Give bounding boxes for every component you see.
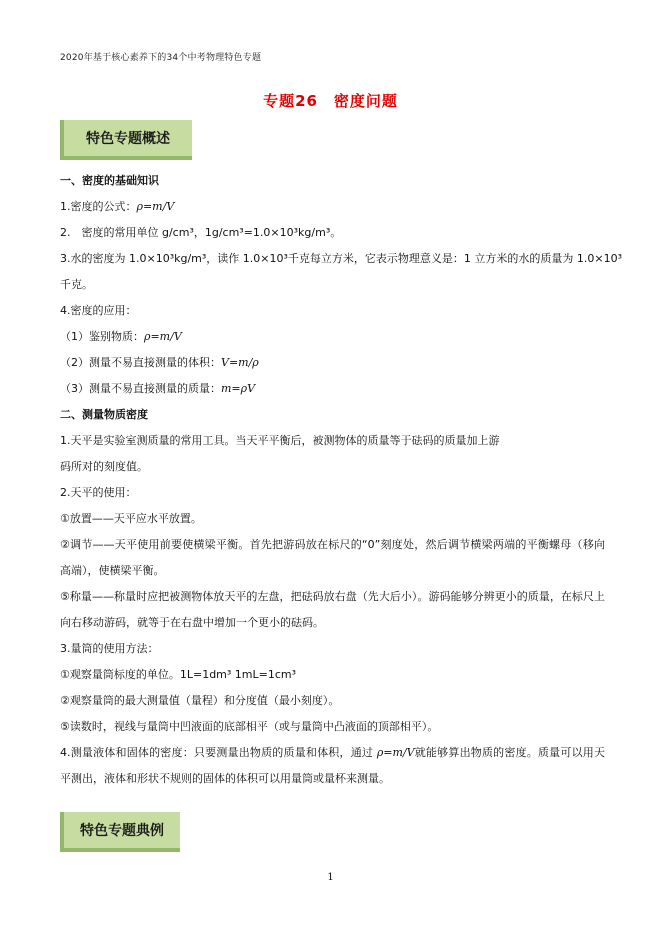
paragraph-formula xyxy=(60,194,605,220)
list-item-range: ②观察量筒的最大测量值（量程）和分度值（最小刻度）。 xyxy=(60,694,340,707)
paragraph-balance: 1.天平是实验室测质量的常用工具。当天平平衡后，被测物体的质量等于砝码的质量加上游 xyxy=(60,434,500,447)
paragraph-balance-cont: 码所对的刻度值。 xyxy=(60,460,148,473)
paragraph-balance-usage: 2.天平的使用： xyxy=(60,486,137,499)
paragraph-cylinder-usage: 3.量筒的使用方法： xyxy=(60,642,159,655)
formula: ρ=m/V xyxy=(144,330,182,343)
paragraph-water-density: 3.水的密度为 1.0×10³kg/m³，读作 1.0×10³千克每立方米，它表示物理意义是：1 立方米的水的质量为 1.0×10³ xyxy=(60,252,623,265)
formula: V=m/ρ xyxy=(221,356,259,369)
text: （2）测量不易直接测量的体积： xyxy=(60,356,221,369)
list-item-mass xyxy=(60,376,605,402)
page-title: 专题26 密度问题 xyxy=(263,92,398,110)
list-item-weigh: ⑤称量——称量时应把被测物体放天平的左盘，把砝码放右盘（先大后小）。游码能够分辨更小的质量，在标尺上向右移动游码，就等于在右盘中增加一个更小的砝码。 xyxy=(60,590,605,629)
paragraph-measure-density xyxy=(60,740,605,792)
text: （3）测量不易直接测量的质量： xyxy=(60,382,221,395)
list-item-units: ①观察量筒标度的单位。1L=1dm³ 1mL=1cm³ xyxy=(60,668,297,681)
document-header: 2020年基于核心素养下的34个中考物理特色专题 xyxy=(60,53,262,63)
paragraph-water-density-cont: 千克。 xyxy=(60,278,93,291)
text: （1）鉴别物质： xyxy=(60,330,144,343)
formula: ρ=m/V xyxy=(376,746,415,759)
list-item-reading: ⑤读数时，视线与量筒中凹液面的底部相平（或与量筒中凸液面的顶部相平）。 xyxy=(60,720,439,733)
text: 就能够算出物质的密度。质量可以用天平测出，液体和形状不规则的固体的体积可以用量筒或量杯来测量。 xyxy=(60,746,605,785)
text: 4.测量液体和固体的密度：只要测量出物质的质量和体积，通过 xyxy=(60,746,377,759)
formula: m=ρV xyxy=(221,382,256,395)
list-item-volume xyxy=(60,350,605,376)
examples-badge: 特色专题典例 xyxy=(60,812,180,852)
section-heading-measure: 二、测量物质密度 xyxy=(60,408,148,421)
list-item-identify xyxy=(60,324,605,350)
overview-badge: 特色专题概述 xyxy=(60,120,192,160)
page-number: 1 xyxy=(327,872,334,883)
paragraph-applications: 4.密度的应用： xyxy=(60,304,137,317)
list-item-adjust: ②调节——天平使用前要使横梁平衡。首先把游码放在标尺的“0”刻度处，然后调节横梁两端的平衡螺母（移向高端），使横梁平衡。 xyxy=(60,538,605,577)
text: 1.密度的公式： xyxy=(60,200,137,213)
paragraph-units: 2. 密度的常用单位 g/cm³，1g/cm³=1.0×10³kg/m³。 xyxy=(60,226,342,239)
formula: ρ=m/V xyxy=(136,200,175,213)
list-item-placement: ①放置——天平应水平放置。 xyxy=(60,512,202,525)
section-heading-basics: 一、密度的基础知识 xyxy=(60,174,159,187)
document-body xyxy=(60,168,623,792)
